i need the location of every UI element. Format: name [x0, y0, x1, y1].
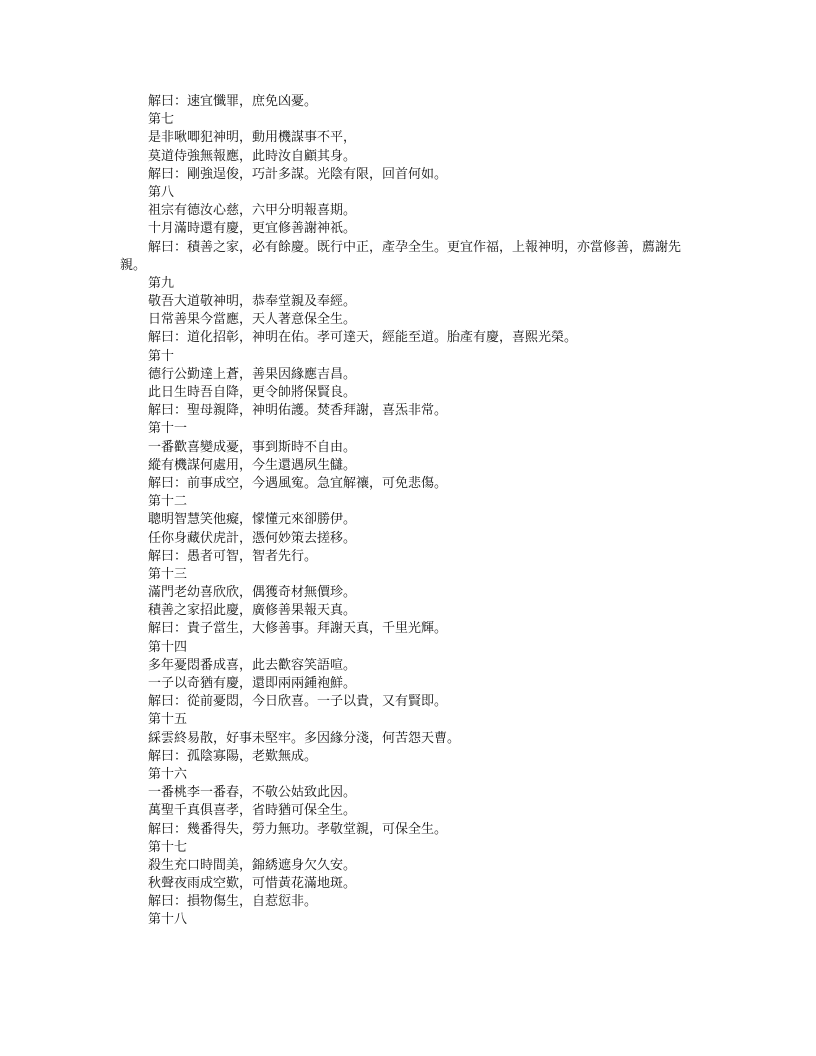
text-line-14: 德行公勤達上蒼，善果因緣應吉昌。	[148, 366, 357, 382]
text-line-06: 第八	[148, 184, 175, 200]
text-line-13: 第十	[148, 348, 175, 364]
text-line-31: 一子以奇猶有慶，還即兩兩鍾袍鮮。	[148, 676, 357, 692]
text-line-30: 多年憂悶番成喜，此去歡容笑語喧。	[148, 657, 357, 673]
text-line-36: 第十六	[148, 766, 188, 782]
text-paragraph-interpretation: 解曰：積善之家，必有餘慶。既行中正，產孕全生。更宜作福，上報神明，亦當修善，薦謝先親。	[120, 239, 682, 273]
text-line-43: 解曰：損物傷生，自惹愆非。	[148, 894, 318, 910]
document-body	[120, 93, 700, 930]
text-line-33: 第十五	[148, 712, 188, 728]
text-line-11: 日常善果今當應，天人著意保全生。	[148, 312, 357, 328]
text-line-19: 縱有機謀何處用，今生還遇夙生讎。	[148, 457, 357, 473]
text-line-21: 第十二	[148, 494, 188, 510]
text-line-42: 秋聲夜雨成空歎，可惜黃花滿地斑。	[148, 876, 357, 892]
text-line-16: 解曰：聖母親降，神明佑護。焚香拜謝，喜炁非常。	[148, 403, 448, 419]
text-line-05: 解曰：剛強逞俊，巧計多謀。光陰有限，回首何如。	[148, 166, 448, 182]
text-line-40: 第十七	[148, 839, 188, 855]
text-line-28: 解曰：貴子當生，大修善事。拜謝天真，千里光輝。	[148, 621, 448, 637]
text-line-34: 綵雲終易散，好事未堅牢。多因緣分淺，何苦怨天曹。	[148, 730, 461, 746]
text-line-07: 祖宗有德汝心慈，六甲分明報喜期。	[148, 203, 357, 219]
text-line-01: 解曰：速宜懺罪，庶免凶憂。	[148, 94, 318, 109]
text-line-37: 一番桃李一番春，不敬公姑致此因。	[148, 785, 357, 801]
text-line-03: 是非啾唧犯神明，動用機謀事不平，	[148, 130, 357, 146]
text-line-12: 解曰：道化招彰，神明在佑。孝可達天，經能至道。胎產有慶，喜熙光榮。	[148, 330, 578, 346]
text-line-24: 解曰：愚者可智，智者先行。	[148, 548, 318, 564]
text-line-08: 十月滿時還有慶，更宜修善謝神祇。	[148, 221, 357, 237]
text-line-38: 萬聖千真俱喜孝，省時猶可保全生。	[148, 803, 357, 819]
text-line-09: 第九	[148, 275, 175, 291]
text-line-44: 第十八	[148, 912, 188, 928]
text-line-27: 積善之家招此慶，廣修善果報天真。	[148, 603, 357, 619]
text-line-29: 第十四	[148, 639, 188, 655]
text-line-18: 一番歡喜變成憂，事到斯時不自由。	[148, 439, 357, 455]
text-line-20: 解曰：前事成空，今遇風寃。急宜解禳，可免悲傷。	[148, 475, 448, 491]
text-line-25: 第十三	[148, 566, 188, 582]
text-line-04: 莫道侍強無報應，此時汝自顧其身。	[148, 148, 357, 164]
text-line-39: 解曰：幾番得失，勞力無功。孝敬堂親，可保全生。	[148, 821, 448, 837]
text-line-32: 解曰：從前憂悶，今日欣喜。一子以貴，又有賢即。	[148, 694, 448, 710]
text-line-41: 殺生充口時間美，錦綉遮身欠久安。	[148, 857, 357, 873]
text-line-23: 任你身藏伏虎計，憑何妙策去搓移。	[148, 530, 357, 546]
text-line-26: 滿門老幼喜欣欣，偶獲奇材無價珍。	[148, 585, 357, 601]
text-line-22: 聰明智慧笑他癡，懞懂元來卻勝伊。	[148, 512, 357, 528]
text-line-15: 此日生時吾自降，更令帥將保賢良。	[148, 385, 357, 401]
text-line-35: 解曰：孤陰寡陽，老歎無成。	[148, 748, 318, 764]
text-line-02: 第七	[148, 112, 175, 128]
text-line-10: 敬吾大道敬神明，恭奉堂親及奉經。	[148, 294, 357, 310]
text-line-17: 第十一	[148, 421, 188, 437]
